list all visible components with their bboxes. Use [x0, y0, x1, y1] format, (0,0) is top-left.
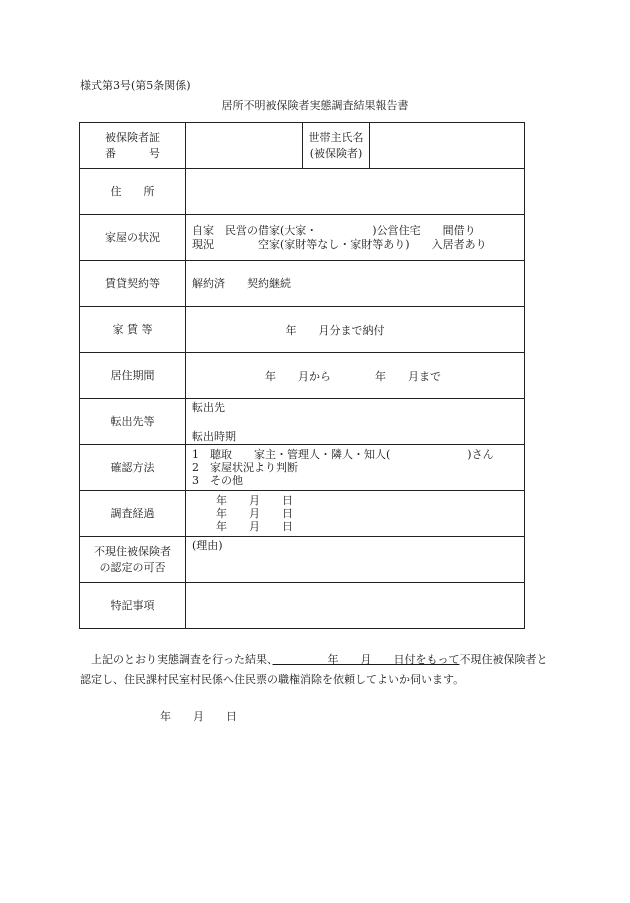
house-status-field[interactable]: 自家 民営の借家(大家・ )公営住宅 間借り 現況 空家(家財等なし・家財等あり) 入居者あり: [186, 215, 525, 261]
rent-field[interactable]: 年 月分まで納付: [186, 307, 525, 353]
residence-period-label: 居住期間: [80, 353, 186, 399]
insured-number-label: 被保険者証 番 号: [80, 123, 186, 169]
report-date: 年 月 日: [160, 710, 237, 723]
row-address: [80, 169, 525, 215]
nonresident-approval-label: 不現住被保険者 の認定の可否: [80, 537, 186, 583]
remarks-label: 特記事項: [80, 583, 186, 629]
request-statement: 上記のとおり実態調査を行った結果、 年 月 日付をもって不現住被保険者と認定し、住民課村民室村民係へ住民票の職権消除を依頼してよいか伺います。: [80, 653, 548, 686]
approval-date-blank: 年 月 日付をもって: [272, 653, 460, 666]
lease-field[interactable]: 解約済 契約継続: [186, 261, 525, 307]
document-title: 居所不明被保険者実態調査結果報告書: [221, 99, 409, 112]
survey-progress-field[interactable]: 年 月 日 年 月 日 年 月 日: [186, 491, 525, 537]
row-nonresident-approval: [80, 537, 525, 583]
row-survey-progress: [80, 491, 525, 537]
address-label: 住 所: [80, 169, 186, 215]
confirm-method-field[interactable]: 1 聴取 家主・管理人・隣人・知人( )さん 2 家屋状況より判断 3 その他: [186, 445, 525, 491]
row-moveout: [80, 399, 525, 445]
household-head-field[interactable]: [370, 123, 525, 169]
moveout-label: 転出先等: [80, 399, 186, 445]
row-rent: [80, 307, 525, 353]
household-head-label: 世帯主氏名 (被保険者): [303, 123, 370, 169]
form-number: 様式第3号(第5条関係): [80, 79, 191, 92]
row-house-status: [80, 215, 525, 261]
row-lease: [80, 261, 525, 307]
residence-period-field[interactable]: 年 月から 年 月まで: [186, 353, 525, 399]
house-status-label: 家屋の状況: [80, 215, 186, 261]
row-confirm-method: [80, 445, 525, 491]
moveout-time: 転出時期: [192, 429, 236, 443]
moveout-field[interactable]: [186, 399, 525, 445]
survey-progress-label: 調査経過: [80, 491, 186, 537]
row-residence-period: [80, 353, 525, 399]
rent-label: 家 賃 等: [80, 307, 186, 353]
remarks-field[interactable]: [186, 583, 525, 629]
nonresident-approval-field[interactable]: (理由): [186, 537, 525, 583]
address-field[interactable]: [186, 169, 525, 215]
lease-label: 賃貸契約等: [80, 261, 186, 307]
insured-number-field[interactable]: [186, 123, 303, 169]
moveout-destination: 転出先: [192, 400, 225, 414]
survey-report-table: [79, 122, 525, 629]
row-insured-number: [80, 123, 525, 169]
row-remarks: [80, 583, 525, 629]
confirm-method-label: 確認方法: [80, 445, 186, 491]
